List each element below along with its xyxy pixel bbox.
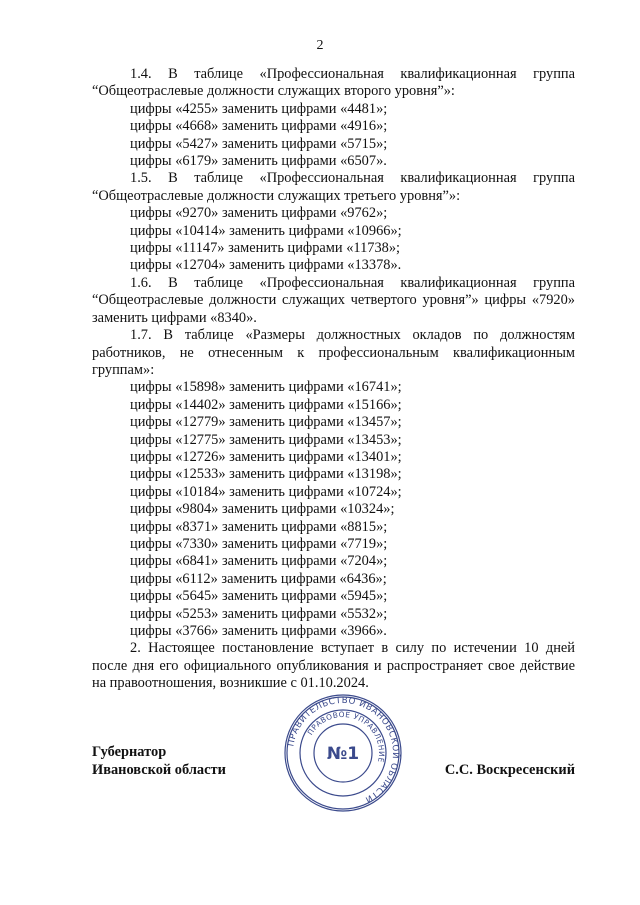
list-item: цифры «12775» заменить цифрами «13453»;: [130, 431, 402, 448]
seal-number: №1: [326, 744, 360, 764]
list-item: цифры «11147» заменить цифрами «11738»;: [130, 240, 401, 257]
list-item: цифры «6112» заменить цифрами «6436»;: [130, 570, 387, 587]
list-item: цифры «9270» заменить цифрами «9762»;: [130, 205, 388, 222]
seal-outer-text: ПРАВИТЕЛЬСТВО ИВАНОВСКОЙ ОБЛАСТИ: [286, 695, 401, 805]
list-item: цифры «4255» заменить цифрами «4481»;: [130, 100, 388, 117]
list-item: цифры «15898» заменить цифрами «16741»;: [130, 379, 402, 396]
list-item: цифры «14402» заменить цифрами «15166»;: [130, 396, 402, 413]
list-item: цифры «6179» заменить цифрами «6507».: [130, 153, 387, 170]
list-item: цифры «6841» заменить цифрами «7204»;: [130, 553, 388, 570]
page-number: 2: [316, 38, 324, 53]
section-1-6-paragraph: 1.6. В таблице «Профессиональная квалификационная группа “Общеотраслевые должности служащих четвертого уровня”» цифры «7920» заменить цифрами «8340».: [92, 274, 575, 326]
list-item: цифры «12533» заменить цифрами «13198»;: [130, 466, 402, 483]
list-item: цифры «10414» заменить цифрами «10966»;: [130, 222, 402, 239]
list-item: цифры «4668» заменить цифрами «4916»;: [130, 118, 388, 135]
section-1-7-intro: 1.7. В таблице «Размеры должностных окладов по должностям работников, не отнесенным к профессиональным квалификационным группам»:: [92, 327, 575, 378]
list-item: цифры «9804» заменить цифрами «10324»;: [130, 501, 395, 518]
list-item: цифры «8371» заменить цифрами «8815»;: [130, 518, 388, 535]
signatory-title-line1: Губернатор: [92, 744, 167, 760]
signatory-title: [92, 743, 226, 779]
final-paragraph: 2. Настоящее постановление вступает в силу по истечении 10 дней после дня его официального опубликования и распространяет свое действие на правоотношения, возникшие с 01.10.2024.: [92, 640, 575, 692]
official-seal-stamp: [282, 692, 404, 814]
section-1-4-intro: 1.4. В таблице «Профессиональная квалификационная группа “Общеотраслевые должности служащих второго уровня”»:: [92, 66, 575, 100]
list-item: цифры «12779» заменить цифрами «13457»;: [130, 414, 402, 431]
signatory-name: С.С. Воскресенский: [444, 762, 575, 778]
seal-inner-text: ПРАВОВОЕ УПРАВЛЕНИЕ: [305, 709, 387, 764]
list-item: цифры «10184» заменить цифрами «10724»;: [130, 483, 402, 500]
list-item: цифры «12726» заменить цифрами «13401»;: [130, 448, 402, 465]
list-item: цифры «12704» заменить цифрами «13378».: [130, 257, 402, 274]
signatory-title-line2: Ивановской области: [92, 762, 226, 778]
list-item: цифры «5253» заменить цифрами «5532»;: [130, 605, 388, 622]
document-body: [92, 66, 575, 693]
section-1-5-intro: 1.5. В таблице «Профессиональная квалификационная группа “Общеотраслевые должности служащих третьего уровня”»:: [92, 170, 575, 204]
list-item: цифры «7330» заменить цифрами «7719»;: [130, 535, 388, 552]
list-item: цифры «3766» заменить цифрами «3966».: [130, 623, 387, 639]
list-item: цифры «5427» заменить цифрами «5715»;: [130, 135, 388, 152]
list-item: цифры «5645» заменить цифрами «5945»;: [130, 588, 388, 605]
